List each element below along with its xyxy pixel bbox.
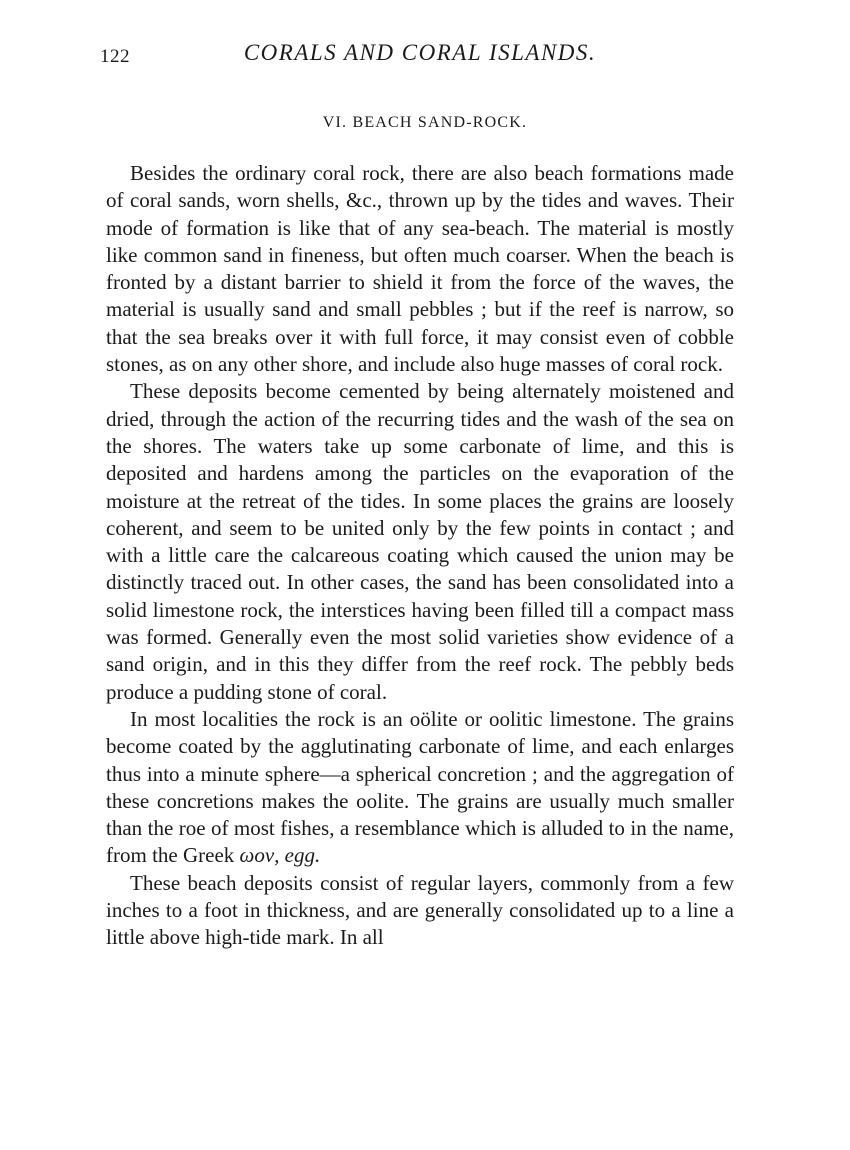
running-head xyxy=(100,40,740,70)
paragraph-cementation: These deposits become cemented by being alternately moistened and dried, through the action of the recurring tides and the wash of the sea on the shores. The waters take up some carbonate of lime, and this is deposited and hardens among the particles on the evaporation of the moisture at the retreat of the tides. In some places the grains are loosely coherent, and seem to be united only by the few points in contact ; and with a little care the calcareous coating which caused the union may be distinctly traced out. In other cases, the sand has been consolidated into a solid limestone rock, the interstices having been filled till a compact mass was formed. Generally even the most solid varieties show evidence of a sand origin, and in this they differ from the reef rock. The pebbly beds produce a pudding stone of coral. xyxy=(106,379,734,704)
body-text xyxy=(106,160,734,952)
paragraph-beach-formations: Besides the ordinary coral rock, there are also beach formations made of coral sands, worn shells, &c., thrown up by the tides and waves. Their mode of formation is like that of any sea-beach. The material is mostly like common sand in fineness, but often much coarser. When the beach is fronted by a distant barrier to shield it from the force of the waves, the material is usually sand and small pebbles ; but if the reef is narrow, so that the sea breaks over it with full force, it may consist even of cobble stones, as on any other shore, and include also huge masses of coral rock. xyxy=(106,161,734,377)
paragraph-oolite-text: In most localities the rock is an oölite or oolitic limestone. The grains become coated by the agglutinating carbonate of lime, and each enlarges thus into a minute sphere—a spherical concretion ; and the aggregation of these concretions makes the oolite. The grains are usually much smaller than the roe of most fishes, a resemblance which is alluded to in the name, from the Greek xyxy=(106,706,734,868)
greek-term: ωον, egg. xyxy=(239,843,321,868)
running-title: CORALS AND CORAL ISLANDS. xyxy=(243,40,597,65)
paragraph-layers: These beach deposits consist of regular layers, commonly from a few inches to a foot in thickness, and are generally consolidated up to a line a little above high-tide mark. In all xyxy=(106,870,734,950)
section-heading: VI. BEACH SAND-ROCK. xyxy=(322,114,528,131)
paragraph-oolite xyxy=(106,706,734,870)
page-number: 122 xyxy=(100,46,130,67)
